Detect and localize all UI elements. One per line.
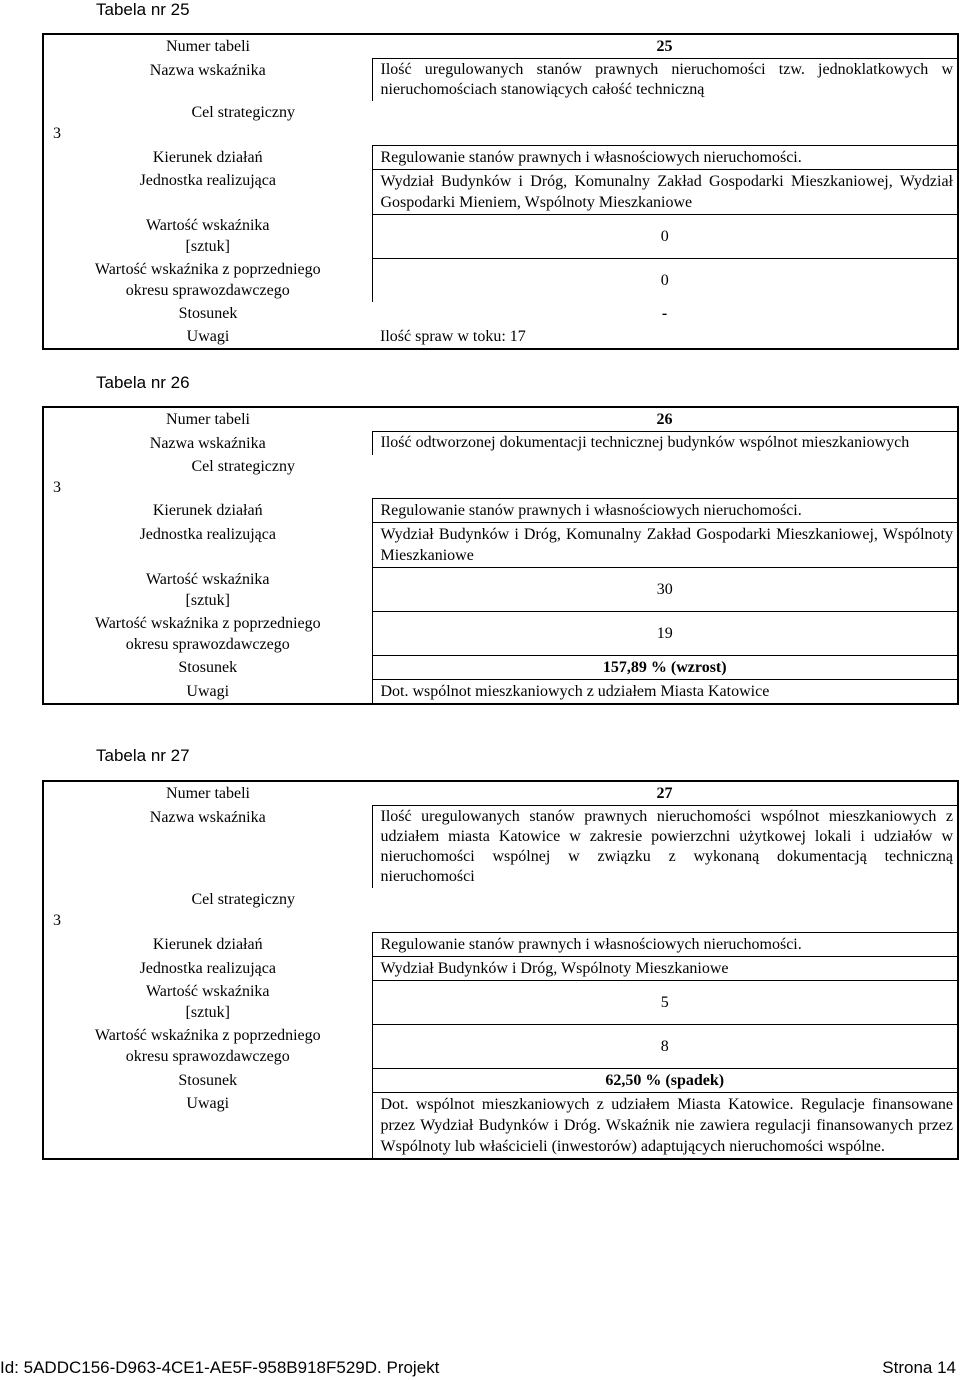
cel-row — [43, 888, 372, 932]
poprz-value: 0 — [372, 258, 958, 302]
numer-label: Numer tabeli — [166, 38, 250, 56]
kierunek-value: Regulowanie stanów prawnych i własnościowych nieruchomości. — [372, 932, 958, 956]
cel-value: 3 — [53, 912, 61, 929]
jednostka-value: Wydział Budynków i Dróg, Komunalny Zakład Gospodarki Mieszkaniowej, Wydział Gospodarki Mieniem, Wspólnoty Mieszkaniowe — [372, 169, 958, 214]
uwagi-label: Uwagi — [43, 1092, 372, 1159]
jednostka-value: Wydział Budynków i Dróg, Wspólnoty Mieszkaniowe — [372, 956, 958, 980]
nazwa-value: Ilość uregulowanych stanów prawnych nieruchomości tzw. jednoklatkowych w nieruchomościach stanowiących całość techniczną — [372, 59, 958, 102]
poprz-label-line2: okresu sprawozdawczego — [125, 282, 290, 299]
cel-row — [43, 455, 372, 499]
poprz-label — [43, 612, 372, 656]
kierunek-label: Kierunek działań — [43, 499, 372, 523]
wartosc-value: 5 — [372, 980, 958, 1024]
numer-label: Numer tabeli — [166, 411, 250, 429]
indicator-table-25 — [42, 33, 959, 350]
nazwa-label: Nazwa wskaźnika — [43, 806, 372, 889]
nazwa-value: Ilość odtworzonej dokumentacji technicznej budynków wspólnot mieszkaniowych — [372, 432, 958, 455]
stosunek-label: Stosunek — [43, 1068, 372, 1092]
wartosc-label — [43, 980, 372, 1024]
stosunek-label: Stosunek — [43, 656, 372, 680]
kierunek-label: Kierunek działań — [43, 932, 372, 956]
nazwa-label: Nazwa wskaźnika — [43, 59, 372, 102]
wartosc-label-line1: Wartość wskaźnika — [145, 570, 270, 588]
uwagi-value: Dot. wspólnot mieszkaniowych z udziałem Miasta Katowice — [372, 680, 958, 705]
poprz-label-line1: Wartość wskaźnika z poprzedniego — [94, 614, 321, 632]
nazwa-value: Ilość uregulowanych stanów prawnych nieruchomości wspólnot mieszkaniowych z udziałem miasta Katowice w zakresie powierzchni użytkowej lokali i udziałów w nieruchomości wspólnej w związku z wykonaną dokumentacją techniczną nieruchomości — [372, 806, 958, 889]
cel-label: Cel strategiczny — [191, 891, 295, 908]
page-number: Strona 14 — [882, 1358, 956, 1377]
numer-label: Numer tabeli — [166, 785, 250, 803]
nazwa-label: Nazwa wskaźnika — [43, 432, 372, 455]
kierunek-value: Regulowanie stanów prawnych i własnościowych nieruchomości. — [372, 145, 958, 169]
poprz-label-line1: Wartość wskaźnika z poprzedniego — [94, 261, 321, 278]
uwagi-value: Ilość spraw w toku: 17 — [380, 328, 526, 345]
stosunek-label: Stosunek — [178, 305, 238, 322]
jednostka-value: Wydział Budynków i Dróg, Komunalny Zakład Gospodarki Mieszkaniowej, Wspólnoty Mieszkaniowe — [372, 523, 958, 568]
jednostka-label: Jednostka realizująca — [43, 169, 372, 214]
wartosc-label-line2: [sztuk] — [185, 1004, 230, 1021]
kierunek-value: Regulowanie stanów prawnych i własnościowych nieruchomości. — [372, 499, 958, 523]
table-caption: Tabela nr 25 — [96, 0, 190, 19]
poprz-value: 8 — [372, 1024, 958, 1068]
cel-row — [43, 101, 372, 145]
poprz-label-line1: Wartość wskaźnika z poprzedniego — [94, 1027, 321, 1044]
numer-value: 26 — [656, 411, 673, 428]
cel-value: 3 — [53, 125, 61, 142]
wartosc-label — [43, 214, 372, 258]
wartosc-label-line2: [sztuk] — [185, 238, 230, 255]
indicator-table-26 — [42, 406, 959, 705]
poprz-value: 19 — [372, 612, 958, 656]
wartosc-value: 0 — [372, 214, 958, 258]
kierunek-label: Kierunek działań — [43, 145, 372, 169]
poprz-label — [43, 258, 372, 302]
poprz-label — [43, 1024, 372, 1068]
uwagi-label: Uwagi — [186, 328, 230, 345]
wartosc-label — [43, 568, 372, 612]
wartosc-label-line1: Wartość wskaźnika — [145, 983, 270, 1000]
poprz-label-line2: okresu sprawozdawczego — [125, 635, 290, 653]
numer-value: 25 — [656, 38, 673, 55]
wartosc-label-line2: [sztuk] — [185, 591, 230, 609]
wartosc-label-line1: Wartość wskaźnika — [145, 217, 270, 234]
poprz-label-line2: okresu sprawozdawczego — [125, 1048, 290, 1065]
stosunek-value: 62,50 % (spadek) — [372, 1068, 958, 1092]
stosunek-value: 157,89 % (wzrost) — [372, 656, 958, 680]
jednostka-label: Jednostka realizująca — [43, 523, 372, 568]
table-caption: Tabela nr 27 — [96, 746, 190, 765]
indicator-table-27 — [42, 780, 959, 1160]
document-id: Id: 5ADDC156-D963-4CE1-AE5F-958B918F529D. Projekt — [0, 1358, 440, 1377]
cel-label: Cel strategiczny — [191, 457, 295, 475]
cel-label: Cel strategiczny — [191, 104, 295, 121]
wartosc-value: 30 — [372, 568, 958, 612]
numer-value: 27 — [656, 785, 673, 802]
table-caption: Tabela nr 26 — [96, 373, 190, 392]
jednostka-label: Jednostka realizująca — [43, 956, 372, 980]
cel-value: 3 — [53, 478, 61, 496]
uwagi-label: Uwagi — [43, 680, 372, 705]
stosunek-value: - — [661, 305, 668, 322]
uwagi-value: Dot. wspólnot mieszkaniowych z udziałem Miasta Katowice. Regulacje finansowane przez Wydział Budynków i Dróg. Wskaźnik nie zawiera regulacji finansowanych przez Wspólnoty lub właścicieli (inwestorów) adaptujących nieruchomości wspólne. — [372, 1092, 958, 1159]
